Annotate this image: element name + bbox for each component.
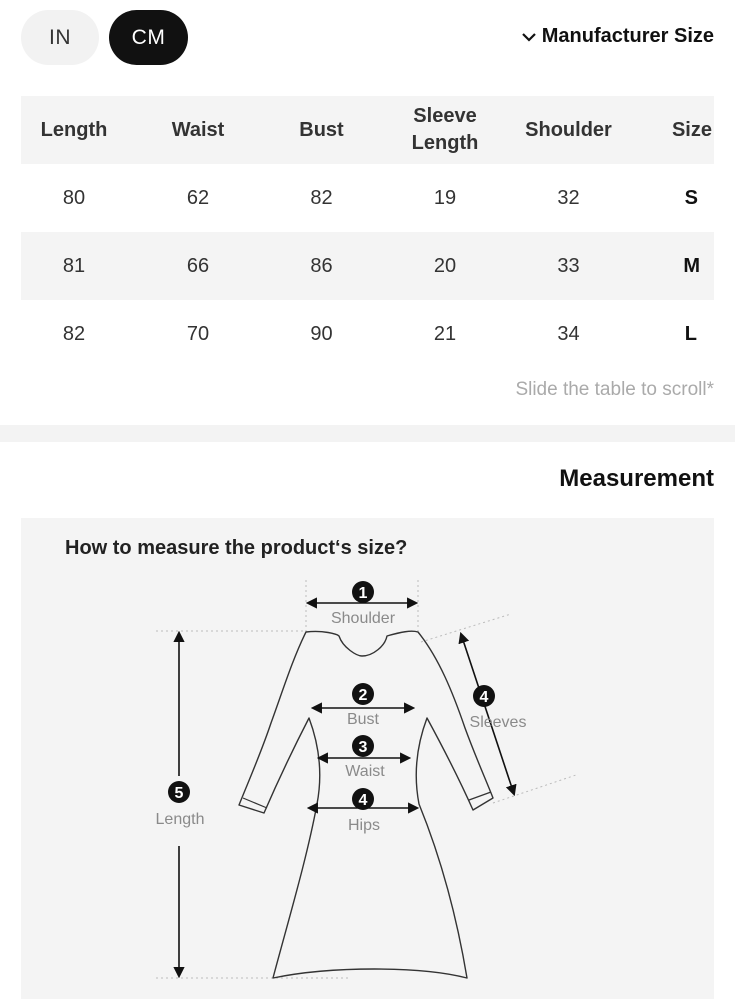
header-size: Size (671, 118, 712, 141)
table-cell: 34 (557, 322, 580, 345)
header-length: Length (40, 118, 108, 141)
header-bust: Bust (299, 118, 344, 141)
table-cell: 80 (62, 186, 86, 209)
marker-3-number: 3 (358, 739, 368, 756)
header-sleeve-length-text: Sleeve Length (411, 105, 479, 154)
table-cell: 90 (310, 322, 333, 345)
size-cell: L (684, 322, 697, 345)
table-cell: 86 (310, 254, 333, 277)
header-shoulder: Shoulder (525, 118, 612, 141)
header-sleeve-length (374, 96, 516, 164)
unit-toggle (21, 10, 188, 65)
bust-label: Bust (346, 711, 380, 728)
waist-label: Waist (345, 763, 385, 780)
dress-measurement-diagram (21, 518, 714, 999)
table-row (21, 232, 714, 300)
table-cell: 20 (433, 254, 457, 277)
shoulder-label: Shoulder (330, 610, 396, 627)
measurement-title: Measurement (559, 465, 714, 492)
header-waist: Waist (171, 118, 225, 141)
table-cell: 66 (186, 254, 210, 277)
table-cell: 81 (62, 254, 86, 277)
measurement-panel (21, 518, 714, 999)
table-cell: 82 (310, 186, 333, 209)
sleeves-label: Sleeves (469, 714, 527, 731)
table-row (21, 300, 714, 368)
length-label: Length (155, 811, 205, 828)
manufacturer-size-label: Manufacturer Size (541, 25, 714, 47)
size-cell: M (683, 254, 700, 277)
table-header-row (21, 96, 714, 164)
table-cell: 62 (186, 186, 210, 209)
marker-4-hips-number: 4 (358, 792, 368, 809)
section-divider (0, 425, 735, 442)
marker-4-sleeves-number: 4 (479, 689, 489, 706)
table-row (21, 164, 714, 232)
how-to-measure-heading: How to measure the product‘s size? (65, 537, 408, 559)
table-cell: 33 (557, 254, 580, 277)
manufacturer-size-dropdown[interactable] (522, 25, 714, 48)
table-cell: 21 (433, 322, 457, 345)
chevron-down-icon (522, 32, 536, 42)
scroll-hint: Slide the table to scroll* (515, 379, 714, 400)
hips-label: Hips (347, 817, 381, 834)
size-table[interactable] (21, 96, 714, 368)
table-cell: 32 (557, 186, 580, 209)
unit-cm-button[interactable]: CM (109, 10, 188, 65)
left-cuff (243, 798, 267, 808)
marker-1-number: 1 (358, 585, 368, 602)
right-cuff (469, 792, 491, 800)
size-cell: S (684, 186, 698, 209)
unit-in-button[interactable]: IN (21, 10, 99, 65)
marker-2-number: 2 (358, 687, 368, 704)
table-cell: 70 (186, 322, 210, 345)
table-cell: 19 (433, 186, 457, 209)
table-cell: 82 (62, 322, 86, 345)
marker-5-number: 5 (174, 785, 184, 802)
